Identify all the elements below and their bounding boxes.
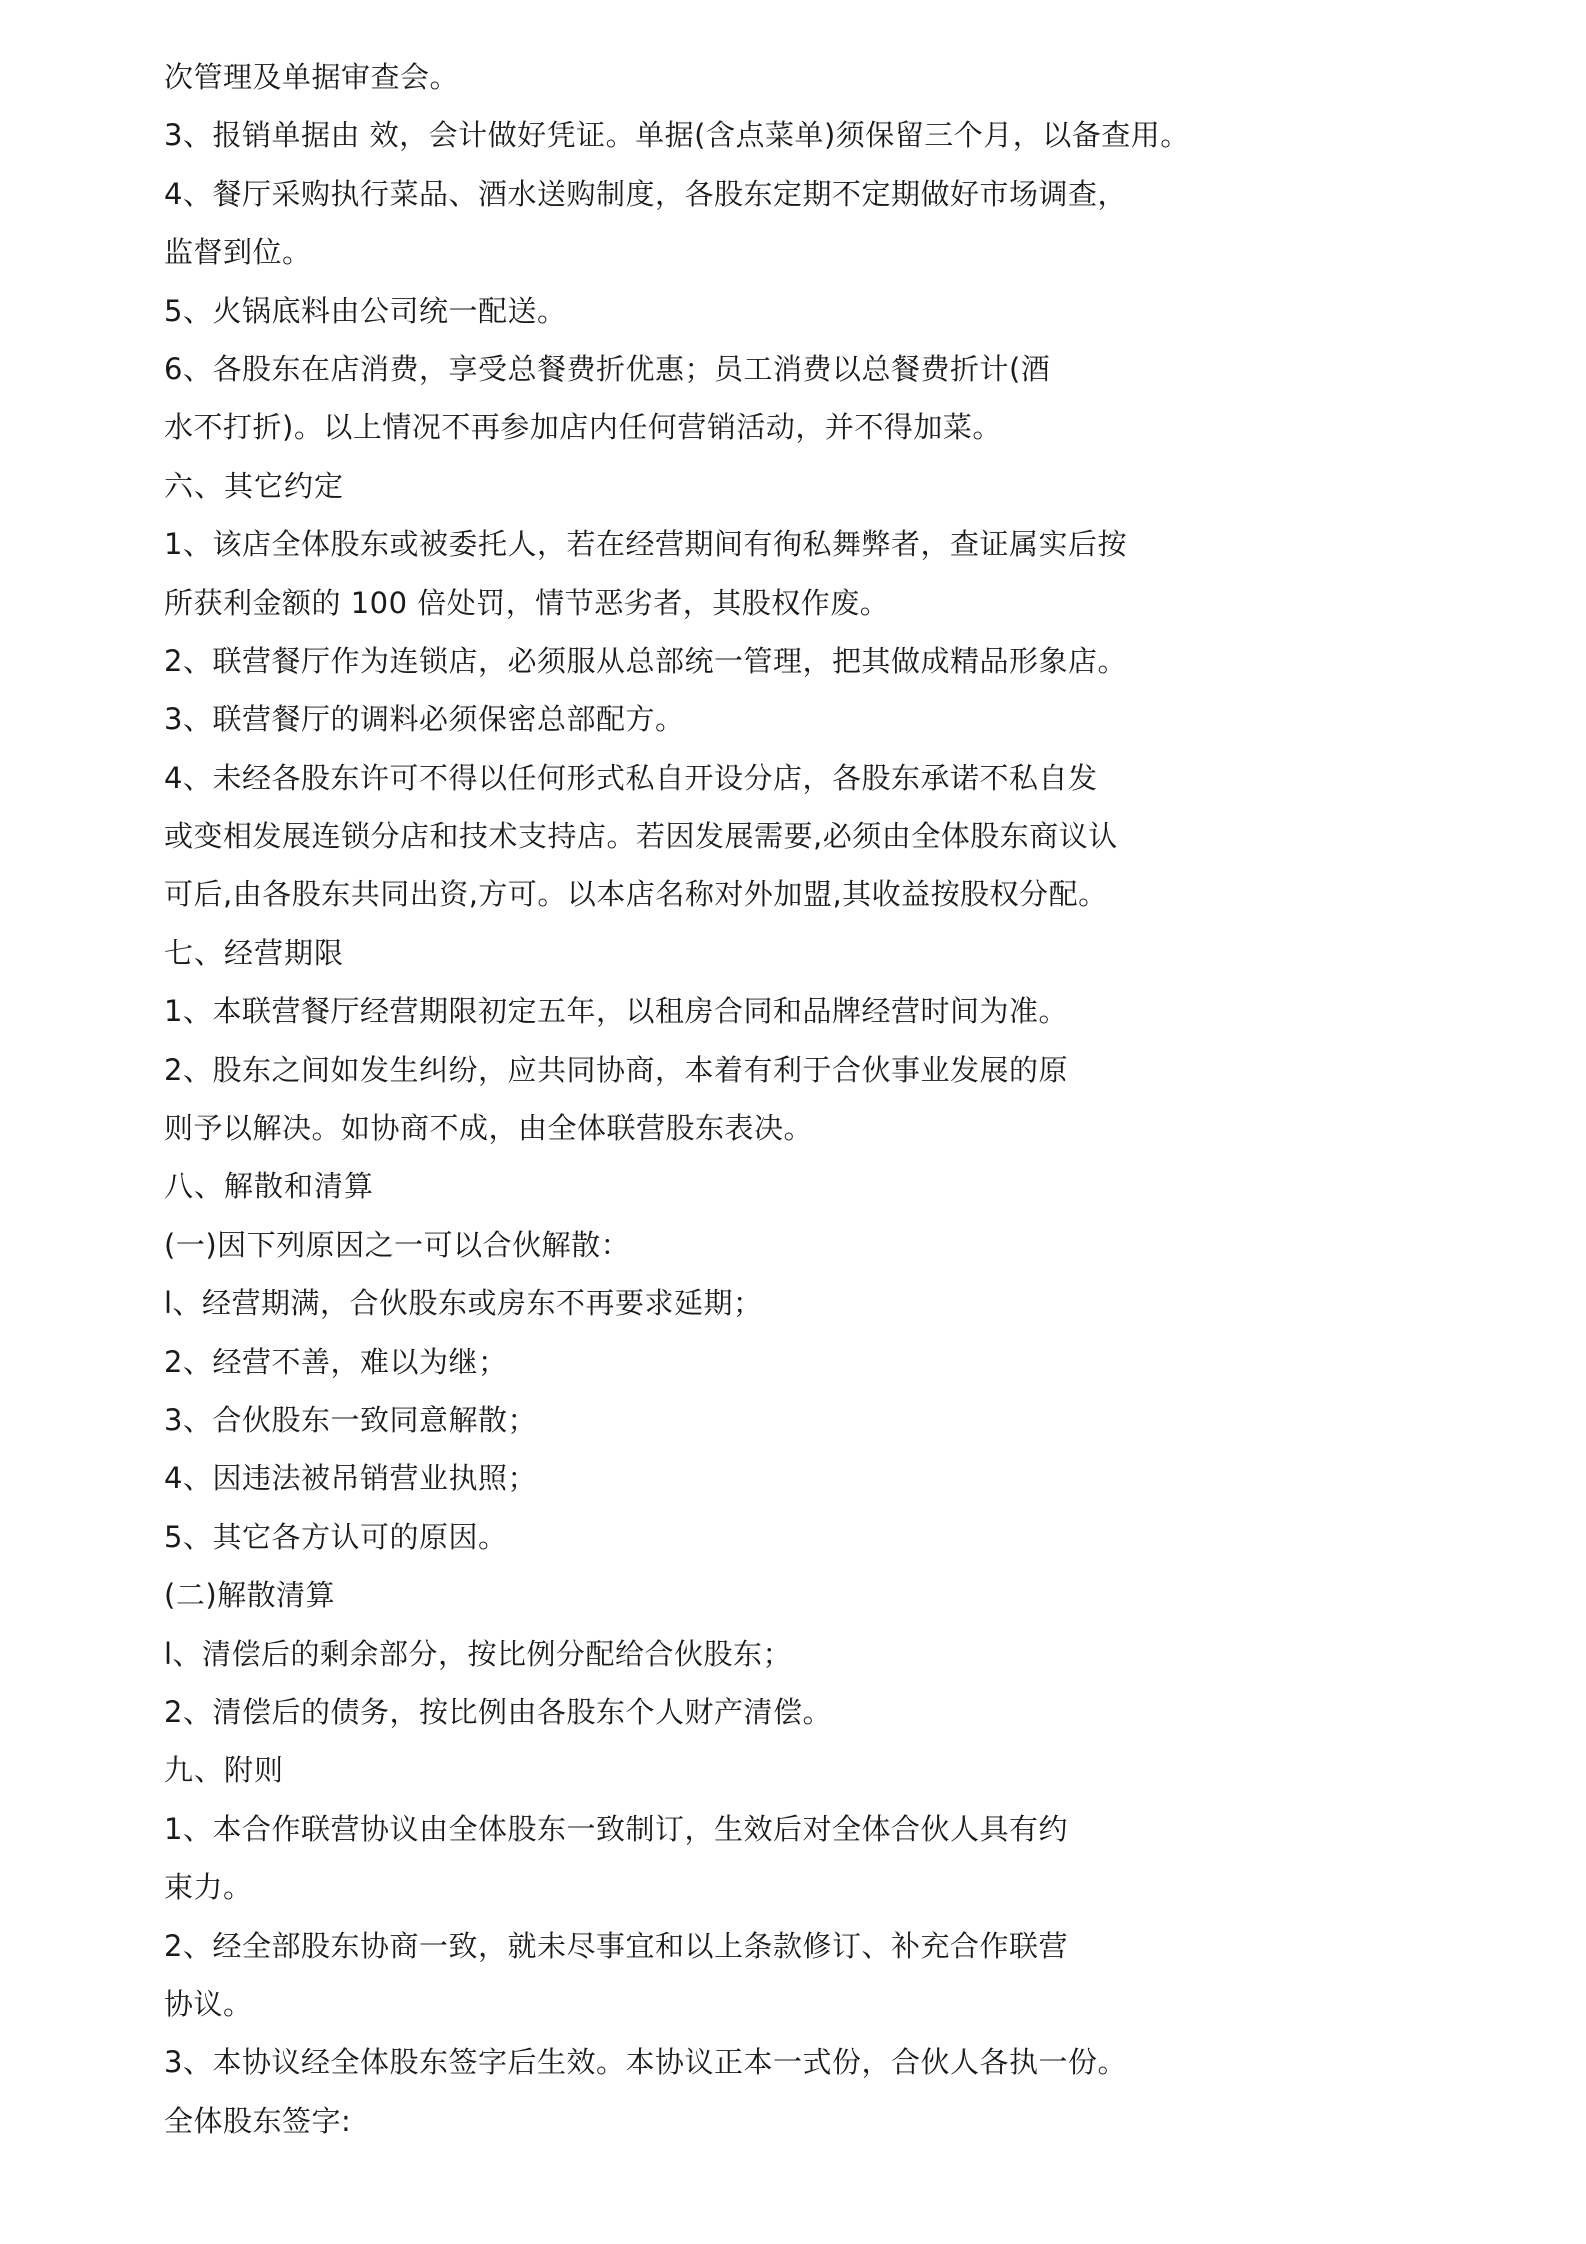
text-line: 所获利金额的 100 倍处罚，情节恶劣者，其股权作废。 — [164, 585, 890, 620]
text-line: l、清偿后的剩余部分，按比例分配给合伙股东； — [164, 1636, 793, 1671]
subsection-heading: (一)因下列原因之一可以合伙解散： — [164, 1227, 631, 1262]
text-line: 3、联营餐厅的调料必须保密总部配方。 — [164, 702, 685, 737]
text-line: 1、本联营餐厅经营期限初定五年，以租房合同和品牌经营时间为准。 — [164, 994, 1068, 1029]
text-line: 则予以解决。如协商不成，由全体联营股东表决。 — [164, 1111, 814, 1146]
text-line: 5、火锅底料由公司统一配送。 — [164, 293, 567, 328]
text-line: 1、该店全体股东或被委托人，若在经营期间有徇私舞弊者，查证属实后按 — [164, 527, 1127, 562]
text-line: 4、未经各股东许可不得以任何形式私自开设分店，各股东承诺不私自发 — [164, 760, 1098, 795]
text-line: 2、经营不善，难以为继； — [164, 1344, 508, 1379]
text-line: 4、因违法被吊销营业执照； — [164, 1461, 537, 1496]
text-line: 水不打折)。以上情况不再参加店内任何营销活动，并不得加菜。 — [164, 410, 1002, 445]
text-line: 协议。 — [164, 1986, 253, 2021]
text-line: 3、报销单据由 效，会计做好凭证。单据(含点菜单)须保留三个月，以备查用。 — [164, 118, 1190, 153]
text-line: 次管理及单据审查会。 — [164, 60, 460, 94]
text-line: 束力。 — [164, 1870, 253, 1905]
text-line: 监督到位。 — [164, 235, 312, 270]
document-body — [164, 48, 1444, 2150]
text-line: 2、经全部股东协商一致，就未尽事宜和以上条款修订、补充合作联营 — [164, 1928, 1068, 1963]
text-line: 或变相发展连锁分店和技术支持店。若因发展需要,必须由全体股东商议认 — [164, 819, 1118, 854]
section-heading: 八、解散和清算 — [164, 1169, 375, 1204]
text-line: 2、清偿后的债务，按比例由各股东个人财产清偿。 — [164, 1694, 832, 1729]
text-line: 1、本合作联营协议由全体股东一致制订，生效后对全体合伙人具有约 — [164, 1811, 1068, 1846]
text-line: 3、本协议经全体股东签字后生效。本协议正本一式份，合伙人各执一份。 — [164, 2045, 1127, 2080]
section-heading: 六、其它约定 — [164, 468, 345, 503]
subsection-heading: (二)解散清算 — [164, 1578, 336, 1613]
text-line: 4、餐厅采购执行菜品、酒水送购制度，各股东定期不定期做好市场调查， — [164, 176, 1127, 211]
text-line: 5、其它各方认可的原因。 — [164, 1519, 508, 1554]
section-heading: 七、经营期限 — [164, 935, 345, 970]
text-line: 3、合伙股东一致同意解散； — [164, 1402, 537, 1437]
text-line: 2、联营餐厅作为连锁店，必须服从总部统一管理，把其做成精品形象店。 — [164, 643, 1127, 678]
signature-label: 全体股东签字: — [164, 2103, 352, 2138]
text-line: 可后,由各股东共同出资,方可。以本店名称对外加盟,其收益按股权分配。 — [164, 877, 1108, 912]
section-heading: 九、附则 — [164, 1753, 285, 1788]
text-line: 2、股东之间如发生纠纷，应共同协商，本着有利于合伙事业发展的原 — [164, 1052, 1068, 1087]
text-line: l、经营期满，合伙股东或房东不再要求延期； — [164, 1286, 763, 1321]
text-line: 6、各股东在店消费，享受总餐费折优惠；员工消费以总餐费折计(酒 — [164, 351, 1051, 386]
